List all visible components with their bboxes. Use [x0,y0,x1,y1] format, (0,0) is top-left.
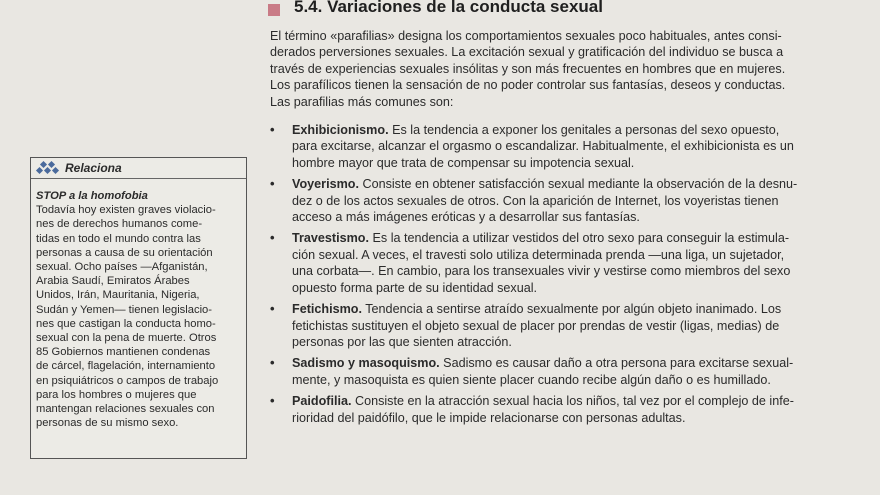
item-term: Fetichismo. [292,302,362,317]
item-line: acceso a más imágenes eróticas y a desarrollar sus fantasías. [292,210,640,225]
item-text: Es la tendencia a utilizar vestidos del otro sexo para conseguir la estimula- [369,231,790,246]
item-line: fetichistas sustituyen el objeto sexual de placer por prendas de vestir (ligas, medias) de [292,318,780,333]
sidebar-line: tidas en todo el mundo contra las [36,232,201,245]
sidebar-line: personas de su mismo sexo. [36,417,179,430]
list-item [270,393,870,426]
item-line: dez o de los actos sexuales de otros. Con la aparición de Internet, los voyeristas tienen [292,193,779,208]
paraphilia-list [270,122,870,426]
item-term: Voyerismo. [292,177,359,192]
item-line [292,176,870,192]
item-line [292,301,870,317]
item-line [292,230,870,246]
item-line [292,393,870,409]
relaciona-sidebar [30,157,247,459]
bullet-icon: • [270,393,275,409]
item-line: una corbata—. En cambio, para los transexuales vivir y vestirse como miembros del sexo [292,264,791,279]
item-term: Travestismo. [292,231,370,246]
sidebar-line: Sudán y Yemen— tienen legislacio- [36,303,213,316]
item-line [292,122,870,138]
sidebar-line: en psiquiátricos o campos de trabajo [36,374,219,387]
section-marker-icon [268,4,280,16]
item-line: rioridad del paidófilo, que le impide relacionarse con personas adultas. [292,410,686,425]
sidebar-line: nes que castigan la conducta homo- [36,317,216,330]
list-item [270,230,870,296]
sidebar-body [31,179,246,434]
faded-previous-page-text [0,0,230,70]
item-line: para excitarse, alcanzar el orgasmo o escandalizar. Habitualmente, el exhibicionista es un [292,139,794,154]
item-line: hombre mayor que trata de compensar su impotencia sexual. [292,155,635,170]
intro-line: El término «parafilias» designa los comportamientos sexuales poco habituales, antes consi- [270,29,782,43]
sidebar-subtitle: STOP a la homofobia [36,190,148,202]
item-line: ción sexual. A veces, el travesti solo utiliza determinada prenda —una liga, un sujetador, [292,247,785,262]
sidebar-header [31,158,246,179]
item-text: Consiste en la atracción sexual hacia los niños, tal vez por el complejo de infe- [351,394,794,409]
item-text: Sadismo es causar daño a otra persona para excitarse sexual- [439,356,794,371]
sidebar-line: de cárcel, flagelación, internamiento [36,360,216,373]
main-text [270,28,870,431]
item-text: Es la tendencia a exponer los genitales a personas del sexo opuesto, [388,123,780,138]
sidebar-title: Relaciona [65,161,122,175]
sidebar-line: sexual. Ocho países —Afganistán, [36,261,208,274]
sidebar-line: 85 Gobiernos mantienen condenas [36,346,211,359]
item-line: opuesto forma parte de su identidad sexual. [292,280,538,295]
sidebar-line: Arabia Saudí, Emiratos Árabes [36,275,190,288]
intro-line: Los parafílicos tienen la sensación de no poder controlar sus fantasías, deseos y conductas. [270,78,786,93]
list-item [270,301,870,350]
list-item [270,355,870,388]
item-line: personas por las que sienten atracción. [292,334,512,349]
section-title: 5.4. Variaciones de la conducta sexual [294,0,603,16]
bullet-icon: • [270,122,275,138]
sidebar-line: Todavía hoy existen graves violacio- [36,204,216,217]
item-text: Tendencia a sentirse atraído sexualmente por algún objeto inanimado. Los [361,302,782,317]
intro-line: través de experiencias sexuales insólitas y son más frecuentes en hombres que en mujeres. [270,61,786,76]
sidebar-line: mantengan relaciones sexuales con [36,403,215,416]
bullet-icon: • [270,355,275,371]
list-item [270,176,870,225]
intro-line: Las parafilias más comunes son: [270,94,454,109]
item-term: Paidofilia. [292,394,352,409]
sidebar-line: nes de derechos humanos come- [36,218,203,231]
sidebar-line: para los hombres o mujeres que [36,388,197,401]
bullet-icon: • [270,176,275,192]
sidebar-line: sexual con la pena de muerte. Otros [36,332,217,345]
item-text: Consiste en obtener satisfacción sexual mediante la observación de la desnu- [358,177,798,192]
intro-line: derados perversiones sexuales. La excitación sexual y gratificación del individuo se busca a [270,45,784,60]
sidebar-line: personas a causa de su orientación [36,246,213,259]
intro-paragraph [270,28,870,110]
list-item [270,122,870,171]
bullet-icon: • [270,230,275,246]
item-term: Sadismo y masoquismo. [292,356,440,371]
item-term: Exhibicionismo. [292,123,389,138]
item-line [292,355,870,371]
diamond-dots-icon [35,161,61,175]
item-line: mente, y masoquista es quien siente placer cuando recibe algún daño o es humillado. [292,372,771,387]
section-heading [268,0,603,20]
sidebar-line: Unidos, Irán, Mauritania, Nigeria, [36,289,200,302]
bullet-icon: • [270,301,275,317]
